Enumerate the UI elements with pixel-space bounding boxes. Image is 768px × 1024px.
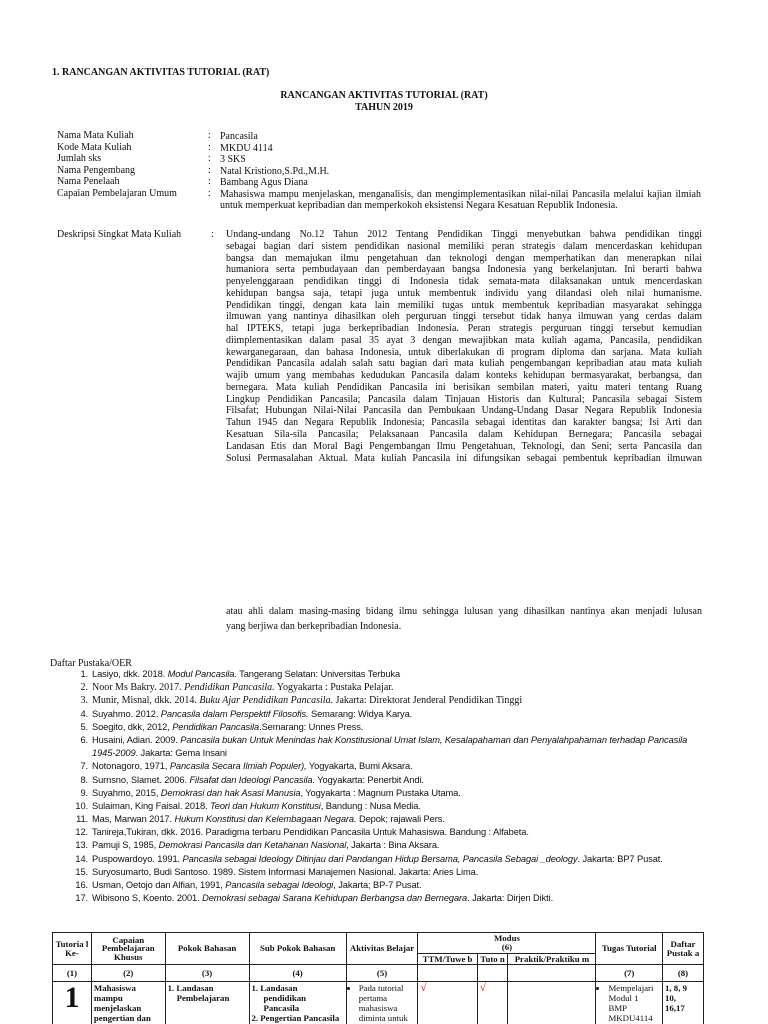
ttm-cell xyxy=(418,982,477,1024)
pustaka-cell: 1, 8, 9 10, 16,17 xyxy=(663,982,704,1024)
column-number: (1) xyxy=(53,965,92,982)
column-number: (4) xyxy=(249,965,346,982)
check-icon: √ xyxy=(420,982,427,995)
reference-item: 11. Mas, Marwan 2017. Hukum Konstitusi dan Kelembagaan Negara. Depok; rajawali Pers. xyxy=(76,814,445,825)
description-line: wajib umum yang membahas kedudukan Pancasila dalam konteks kehidupan bermasyarakat, berbangsa, dan xyxy=(226,370,702,382)
reference-item: 14. Puspowardoyo. 1991. Pancasila sebagai Ideology Ditinjau dari Pandangan Hidup Bersama, Pancasila Sebagai _deology. Jakarta: BP7 Pusat. xyxy=(75,853,663,864)
reference-item: 17. Wibisono S, Koento. 2001. Demokrasi sebagai Sarana Kehidupan Berbangsa dan Bernegara. Jakarta: Dirjen Dikti. xyxy=(75,893,554,904)
reference-item: 5. Soegito, dkk, 2012, Pendidikan Pancasila.Semarang: Unnes Press. xyxy=(80,721,364,732)
header-capaian: Capaian Pembelajaran Khusus xyxy=(91,933,165,965)
description-line: humaniora serta pembudayaan dan pemberdayaan bangsa Indonesia yang berkelanjutan. Ini berarti bahwa xyxy=(226,264,702,276)
course-description xyxy=(226,230,702,465)
column-number: (3) xyxy=(165,965,249,982)
info-value: Natal Kristiono,S.Pd.,M.H. xyxy=(220,165,330,177)
info-value: 3 SKS xyxy=(220,154,246,165)
reference-item: 4. Suyahmo. 2012. Pancasila dalam Perspektif Filosofis. Semarang: Widya Karya. xyxy=(80,708,413,719)
reference-item: 9. Suyahmo, 2015, Demokrasi dan hak Asasi Manusia, Yogyakarta : Magnum Pustaka Utama. xyxy=(80,787,461,798)
header-tugas: Tugas Tutorial xyxy=(596,933,663,965)
description-line: Kesatuan Sila-sila Pancasila; Pelaksanaan Pancasila dalam Kehidupan Bernegara; Pancasila sebagai xyxy=(226,429,702,441)
tutorial-number: 1 xyxy=(53,982,92,1024)
info-value: Pancasila xyxy=(220,131,258,142)
description-line: penyelenggaraan pendidikan tinggi di Indonesia tidak semata-mata dilaksanakan untuk mencerdaskan xyxy=(226,276,702,288)
references-list xyxy=(68,670,740,907)
description-line: Lingkup Pendidikan Pancasila; Pancasila dalam Tinjauan Historis dan Kultural; Pancasila sebagai Sistem xyxy=(226,393,702,405)
header-praktik: Praktik/Praktiku m xyxy=(508,953,596,965)
reference-item: 16. Usman, Oetojo dan Alfian, 1991, Pancasila sebagai Ideologi, Jakarta; BP-7 Pusat. xyxy=(75,880,422,890)
check-icon: √ xyxy=(479,982,486,995)
reference-item: 13. Pamuji S, 1985, Demokrasi Pancasila dan Ketahanan Nasional, Jakarta : Bina Aksara. xyxy=(75,840,440,851)
header-tuton: Tuto n xyxy=(477,953,508,965)
description-line: kewarganegaraan, dan bahasa Indonesia, untuk diberlakukan di program diploma dan sarjana. Mata kuliah xyxy=(226,346,702,358)
description-line: kehidupan bangsa saja, tetapi juga untuk membentuk individu yang dilandasi oleh nilai humanisme. xyxy=(226,287,702,299)
reference-item: 3. Munir, Misnal, dkk. 2014. Buku Ajar Pendidikan Pancasila. Jakarta: Direktorat Jenderal Pendidikan Tinggi xyxy=(80,695,523,707)
document-year: TAHUN 2019 xyxy=(355,102,413,113)
info-row: Nama Mata Kuliah : Pancasila xyxy=(57,131,701,143)
praktik-cell xyxy=(508,982,596,1024)
description-line: Pendidikan tinggi, dengan kata lain memiliki tugas untuk membentuk kepribadian masyarakat sehingga xyxy=(226,299,702,311)
reference-item: 15. Suryosumarto, Budi Santoso. 1989. Sistem Informasi Manajemen Nasional. Jakarta: Aries Lima. xyxy=(75,866,479,877)
tuton-cell xyxy=(477,982,508,1024)
info-label: Capaian Pembelajaran Umum xyxy=(57,187,177,199)
description-line: sebagai bagian dari sistem pendidikan nasional memiliki peran strategis dalam mencerdaskan kehidupan xyxy=(226,240,702,252)
column-number: (8) xyxy=(663,965,704,982)
aktivitas-cell: • Pada tutorial pertama mahasiswa diminta untuk xyxy=(346,982,418,1024)
reference-item: 12. Tanireja,Tukiran, dkk. 2016. Paradigma terbaru Pendidikan Pancasila Untuk Mahasiswa. Bandung : Alfabeta. xyxy=(75,827,529,838)
info-row: Kode Mata Kuliah : MKDU 4114 xyxy=(57,143,701,155)
description-line: Tahun 1945 dan Negara Republik Indonesia; Pancasila sebagai identitas dan karakter bangsa; Isi Arti dan xyxy=(226,417,702,429)
course-description-continuation xyxy=(226,607,702,636)
pokok-cell: 1. Landasan Pembelajaran xyxy=(165,982,249,1024)
description-line: Landasan Etis dan Moral Bagi Pengembangan Ilmu Pengetahuan, Teknologi, dan Seni; serta Pancasila dan xyxy=(226,440,702,452)
header-pustaka: Daftar Pustak a xyxy=(663,933,704,965)
info-label: Jumlah sks xyxy=(57,153,102,164)
description-line: bangsa dan memajukan ilmu pengetahuan dan teknologi dengan memperhatikan dan menerapkan nilai xyxy=(226,252,702,264)
description-line: hal IPTEKS, tetapi juga berkepribadian Indonesia. Peran strategis perguruan tinggi tersebut kemudian xyxy=(226,323,702,335)
description-line: atau ahli dalam masing-masing bidang ilmu sehingga lulusan yang dihasilkan nantinya akan menjadi lulusan xyxy=(226,606,702,617)
reference-item: 2. Noor Ms Bakry. 2017. Pendidikan Pancasila. Yogyakarta : Pustaka Pelajar. xyxy=(80,682,394,694)
reference-item: 8. Surnsno, Slamet. 2006. Filsafat dan Ideologi Pancasila. Yogyakarta: Penerbit Andi. xyxy=(80,774,424,785)
course-info xyxy=(57,131,701,212)
section-heading: 1. RANCANGAN AKTIVITAS TUTORIAL (RAT) xyxy=(52,67,270,78)
description-line: yang berjiwa dan berkepribadian Indonesia. xyxy=(226,620,402,632)
header-ttm: TTM/Tuwe b xyxy=(418,953,477,965)
tugas-cell: • Mempelajari Modul 1 BMP MKDU4114 xyxy=(596,982,663,1024)
reference-item: 7. Notonagoro, 1971, Pancasila Secara Ilmiah Populer), Yogyakarta, Bumi Aksara. xyxy=(80,761,413,772)
description-line: ilmuwan yang nantinya dihasilkan oleh perguruan tinggi tersebut tidak hanya ilmuwan yang cerdas dalam xyxy=(226,311,702,323)
description-line: Undang-undang No.12 Tahun 2012 Tentang Pendidikan Tinggi menyebutkan bahwa pendidikan tinggi xyxy=(226,229,702,240)
info-row: Nama Pengembang : Natal Kristiono,S.Pd.,M.H. xyxy=(57,166,701,178)
table-row xyxy=(53,982,704,1024)
rat-table xyxy=(52,932,704,1024)
header-tutorial: Tutoria l Ke- xyxy=(53,933,92,965)
description-line: bernegara. Mata kuliah Pendidikan Pancasila ini berisikan sembilan materi, yaitu materi tentang Ruang xyxy=(226,381,702,393)
column-number: (5) xyxy=(346,965,418,982)
document-title: RANCANGAN AKTIVITAS TUTORIAL (RAT) xyxy=(280,90,488,101)
reference-item-continuation: 1945-2009. Jakarta: Gema Insani xyxy=(92,748,227,759)
reference-item: 6. Husaini, Adian. 2009. Pancasila bukan Untuk Menindas hak Konstitusional Umat Islam, Kesalapahaman dan Penyalahpahaman terhadap Pancasila xyxy=(80,734,688,745)
header-aktivitas: Aktivitas Belajar xyxy=(346,933,418,965)
reference-item: 10. Sulaiman, King Faisal. 2018. Teori dan Hukum Konstitusi, Bandung : Nusa Media. xyxy=(75,800,421,811)
info-value: Mahasiswa mampu menjelaskan, menganalisis, dan mengimplementasikan nilai-nilai Pancasila melalui kajian ilmiah untuk memperkuat kepribadian dan memperkokoh eksistensi Negara Kesatuan Republik Indonesia. xyxy=(220,188,701,211)
description-line: Solusi Permasalahan Aktual. Mata kuliah Pancasila ini difungsikan sebagai pembentuk kepribadian ilmuwan xyxy=(226,452,702,464)
info-row: Capaian Pembelajaran Umum : Mahasiswa mampu menjelaskan, menganalisis, dan mengimplementasikan nilai-nilai Pancasila melalui kajian ilmiah untuk memperkuat kepribadian dan memperkokoh eksistensi Negara Kesatuan Republik Indonesia. xyxy=(57,187,701,211)
info-row: Jumlah sks : 3 SKS xyxy=(57,154,701,166)
info-value: MKDU 4114 xyxy=(220,142,273,154)
subpokok-cell: 1. Landasan pendidikan Pancasila 2. Pengertian Pancasila xyxy=(249,982,346,1024)
info-row: Nama Penelaah : Bambang Agus Diana xyxy=(57,177,701,189)
info-label: Nama Mata Kuliah xyxy=(57,130,134,141)
header-modus: Modus (6) xyxy=(418,933,596,954)
description-line: Pendidikan Pancasila adalah salah satu bagian dari mata kuliah pengembangan kepribadian atau mata kuliah xyxy=(226,358,702,370)
description-label: Deskripsi Singkat Mata Kuliah xyxy=(57,229,182,240)
header-sub-pokok-bahasan: Sub Pokok Bahasan xyxy=(249,933,346,965)
description-line: Filsafat; Hubungan Nilai-Nilai Pancasila dan Pembukaan Undang-Undang Dasar Negara Republik Indonesia xyxy=(226,405,702,417)
info-value: Bambang Agus Diana xyxy=(220,177,308,188)
description-label-wrap: Deskripsi Singkat Mata Kuliah : xyxy=(57,229,214,240)
description-line: diimplementasikan dalam pasal 35 ayat 3 dengan mewajibkan mata kuliah agama, Pancasila, pendidikan xyxy=(226,334,702,346)
column-number: (7) xyxy=(596,965,663,982)
info-label: Nama Penelaah xyxy=(57,176,120,187)
column-number: (2) xyxy=(91,965,165,982)
info-label: Nama Pengembang xyxy=(57,164,136,176)
capaian-cell: Mahasiswa mampu menjelaskan pengertian dan xyxy=(91,982,165,1024)
header-pokok-bahasan: Pokok Bahasan xyxy=(165,933,249,965)
reference-item: 1. Lasiyo, dkk. 2018. Modul Pancasila. Tangerang Selatan: Universitas Terbuka xyxy=(80,669,401,679)
references-heading: Daftar Pustaka/OER xyxy=(50,658,132,669)
info-label: Kode Mata Kuliah xyxy=(57,141,132,153)
